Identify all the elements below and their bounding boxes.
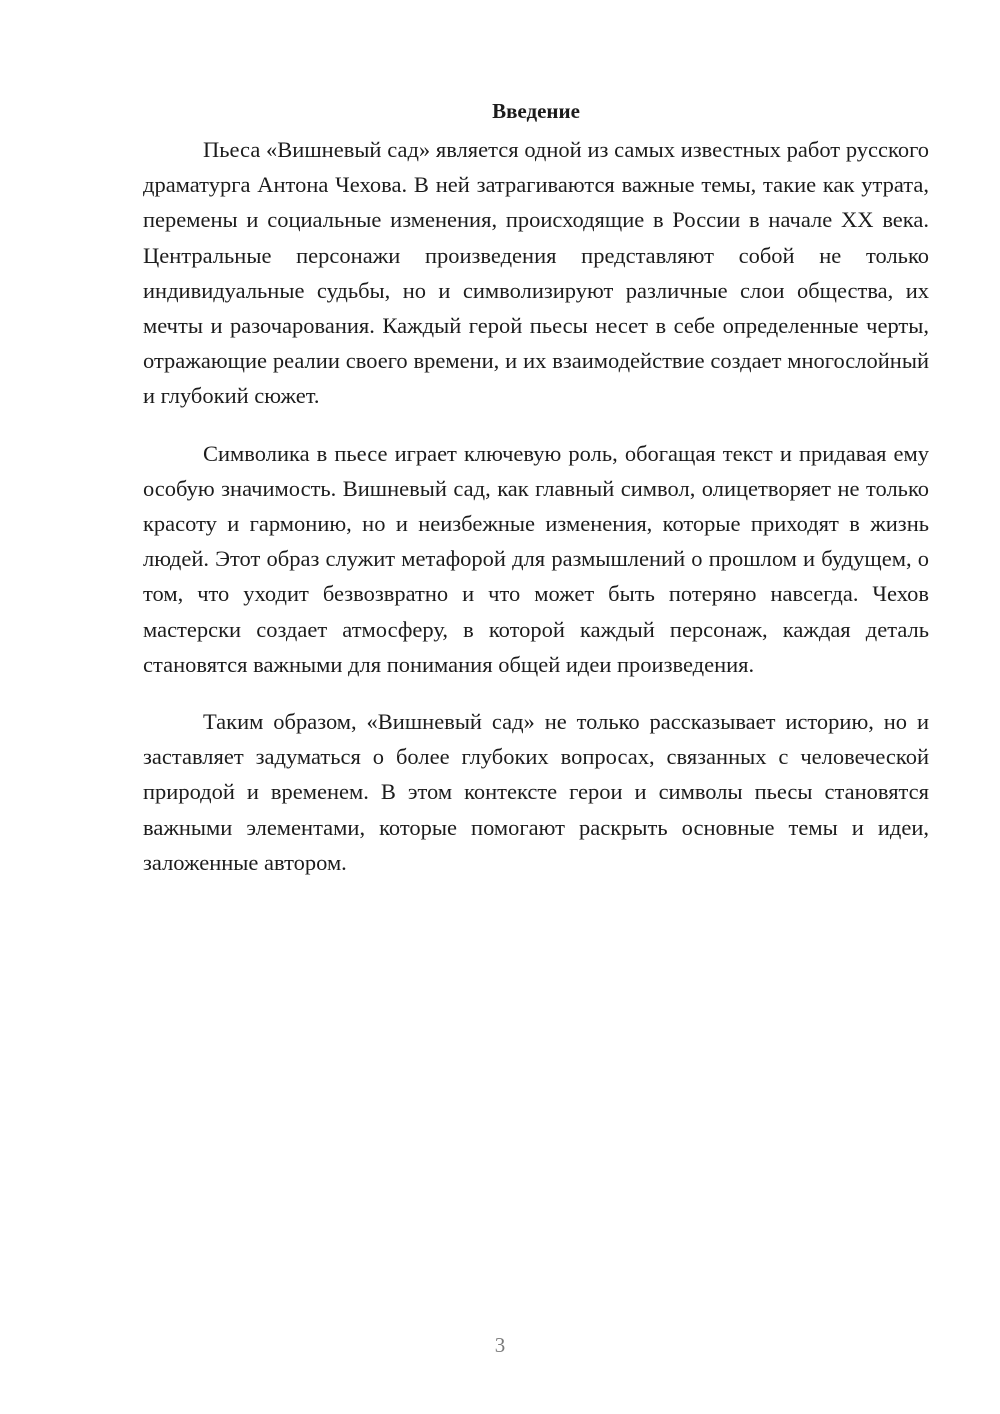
document-body — [143, 96, 929, 880]
paragraph-symbolism: Символика в пьесе играет ключевую роль, обогащая текст и придавая ему особую значимость. Вишневый сад, как главный символ, олицетворяет не только красоту и гармонию, но и неизбежные изменения, которые приходят в жизнь людей. Этот образ служит метафорой для размышлений о прошлом и будущем, о том, что уходит безвозвратно и что может быть потеряно навсегда. Чехов мастерски создает атмосферу, в которой каждый персонаж, каждая деталь становятся важными для понимания общей идеи произведения. — [143, 440, 929, 677]
paragraph-intro: Пьеса «Вишневый сад» является одной из самых известных работ русского драматурга Антона Чехова. В ней затрагиваются важные темы, такие как утрата, перемены и социальные изменения, происходящие в России в начале XX века. Центральные персонажи произведения представляют собой не только индивидуальные судьбы, но и символизируют различные слои общества, их мечты и разочарования. Каждый герой пьесы несет в себе определенные черты, отражающие реалии своего времени, и их взаимодействие создает многослойный и глубокий сюжет. — [143, 137, 929, 409]
section-heading: Введение — [492, 99, 580, 123]
paragraph-conclusion: Таким образом, «Вишневый сад» не только рассказывает историю, но и заставляет задуматься о более глубоких вопросах, связанных с человеческой природой и временем. В этом контексте герои и символы пьесы становятся важными элементами, которые помогают раскрыть основные темы и идеи, заложенные автором. — [143, 709, 929, 875]
page-number: 3 — [494, 1333, 506, 1357]
